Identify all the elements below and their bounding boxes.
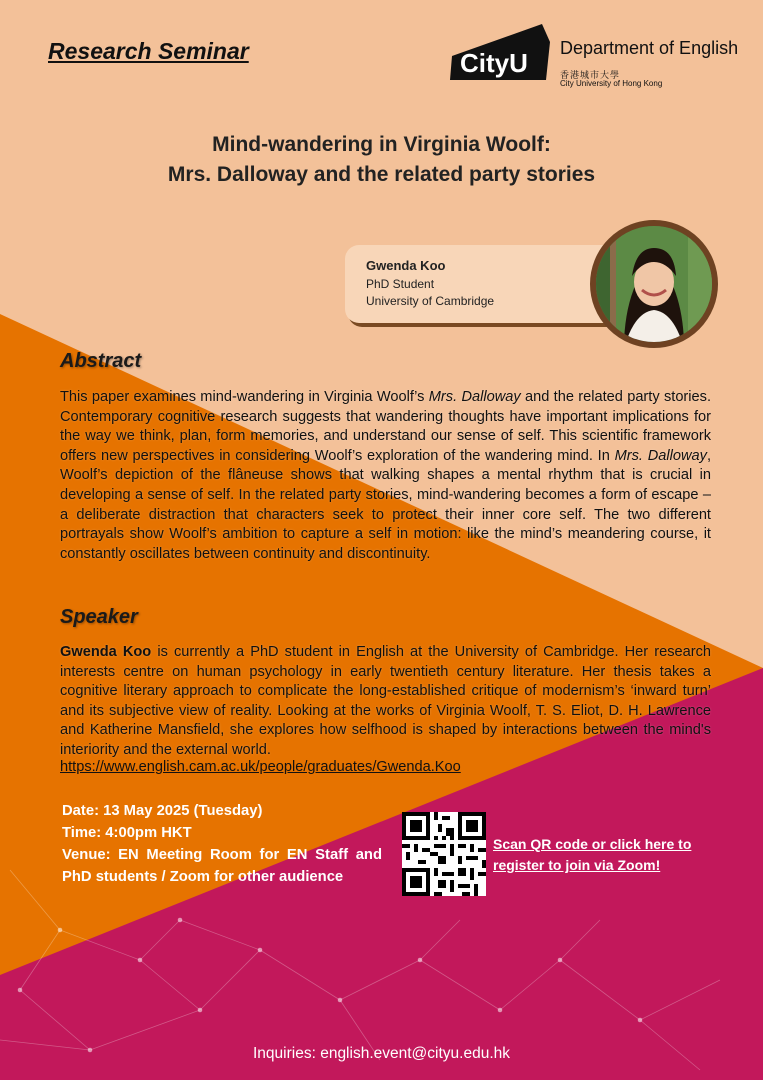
event-details (62, 800, 382, 888)
title-line-2: Mrs. Dalloway and the related party stories (167, 163, 596, 186)
zoom-register-link[interactable]: Scan QR code or click here to register to join via Zoom! (493, 836, 692, 873)
event-type-label: Research Seminar (48, 38, 249, 64)
speaker-avatar (590, 220, 718, 348)
abstract-heading: Abstract (60, 350, 142, 372)
university-chinese-name: 香港城市大學 (560, 70, 621, 80)
event-venue: Venue: EN Meeting Room for EN Staff and PhD students / Zoom for other audience (62, 847, 382, 885)
seminar-title (0, 130, 763, 190)
cityu-logo (446, 22, 552, 84)
abstract-text: This paper examines mind-wandering in Virginia Woolf’s Mrs. Dalloway and the related party stories. Contemporary cognitive research suggests that wandering thoughts have important implications for the way we think, plan, form memories, and understand our sense of self. This scientific framework offers new perspectives in considering Woolf’s exploration of the wandering mind. In Mrs. Dalloway, Woolf’s depiction of the flâneuse shows that walking shapes a mental rhythm that is crucial in developing a sense of self. In the related party stories, mind-wandering becomes a form of escape – a deliberate distraction that characters seek to protect their inner core self. The two different portrayals show Woolf’s ambition to capture a self in motion: like the mind’s meandering course, it constantly oscillates between continuity and discontinuity. (60, 389, 712, 562)
speaker-card-role: PhD Student (366, 277, 435, 291)
speaker-portrait-icon (596, 226, 712, 342)
speaker-bio-name: Gwenda Koo (60, 644, 152, 660)
title-line-1: Mind-wandering in Virginia Woolf: (212, 133, 551, 156)
qr-code-icon[interactable] (402, 812, 486, 896)
abstract-title-mention: Mrs. Dalloway (428, 389, 521, 405)
speaker-heading: Speaker (60, 606, 138, 628)
university-english-name: City University of Hong Kong (560, 79, 663, 88)
event-date: Date: 13 May 2025 (Tuesday) (62, 803, 263, 819)
speaker-card-affiliation: University of Cambridge (366, 294, 495, 308)
department-name: Department of English (560, 38, 739, 58)
event-time: Time: 4:00pm HKT (62, 825, 192, 841)
abstract-title-mention-2: Mrs. Dalloway (614, 447, 707, 464)
speaker-bio: Gwenda Koo is currently a PhD student in English at the University of Cambridge. Her research interests centre on human psychology in early twentieth century literature. Her thesis takes a cognitive literary approach to complicate the long-established critique of modernism’s ‘inward turn’ and its subjective view of reality. Looking at the works of Virginia Woolf, T. S. Eliot, D. H. Lawrence and Katherine Mansfield, she explores how selfhood is shaped by interactions between the mind's interiority and the external world. (60, 644, 711, 758)
speaker-card-name: Gwenda Koo (366, 258, 446, 273)
speaker-profile-link[interactable]: https://www.english.cam.ac.uk/people/graduates/Gwenda.Koo (60, 759, 461, 775)
inquiries-contact: Inquiries: english.event@cityu.edu.hk (253, 1045, 510, 1062)
logo-text: CityU (460, 48, 528, 78)
